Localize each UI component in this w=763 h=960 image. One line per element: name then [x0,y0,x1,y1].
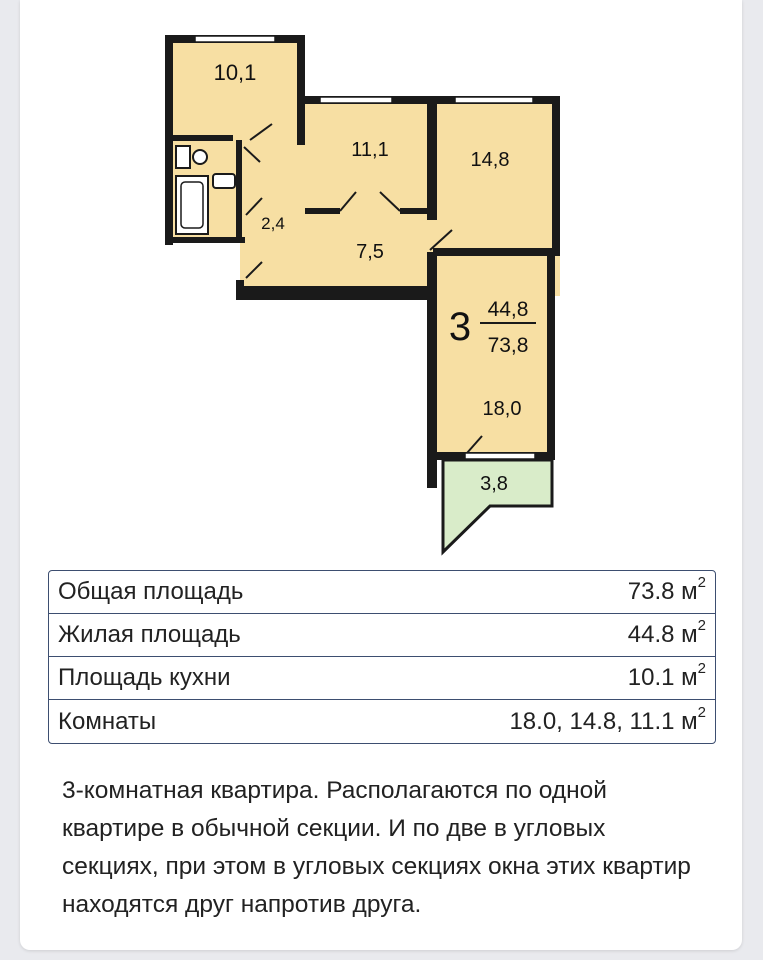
spec-label: Площадь кухни [58,664,231,691]
living-area-fraction: 44,8 [487,298,529,321]
spec-row-living-area [49,614,715,657]
room-label-hall: 7,5 [356,241,384,263]
spec-label: Комнаты [58,707,157,735]
room-label-balcony: 3,8 [480,473,508,495]
spec-value: 18.0, 14.8, 11.1 $м^2$ [509,703,706,735]
spec-row-rooms [49,700,715,743]
spec-value: 44.8 $м^2$ [627,617,706,648]
room-label-right: 14,8 [470,149,510,171]
spec-label: Жилая площадь [58,621,241,648]
specs-table [48,570,716,744]
room-label-middle: 11,1 [351,139,389,161]
room-label-bathroom: 2,4 [261,214,285,233]
spec-value: 10.1 $м^2$ [627,660,706,691]
spec-row-total-area [49,571,715,614]
room-label-large: 18,0 [482,398,522,420]
spec-row-kitchen-area [49,657,715,700]
total-area-fraction: 73,8 [487,334,529,357]
room-label-kitchen: 10,1 [213,60,257,85]
apartment-description: 3-комнатная квартира. Располагаются по одной квартире в обычной секции. И по две в угловых секциях, при этом в угловых секциях окна этих квартир находятся друг напротив друга. [62,777,691,918]
spec-label: Общая площадь [58,578,244,605]
spec-value: 73.8 $м^2$ [627,574,706,605]
room-count: 3 [448,305,472,349]
